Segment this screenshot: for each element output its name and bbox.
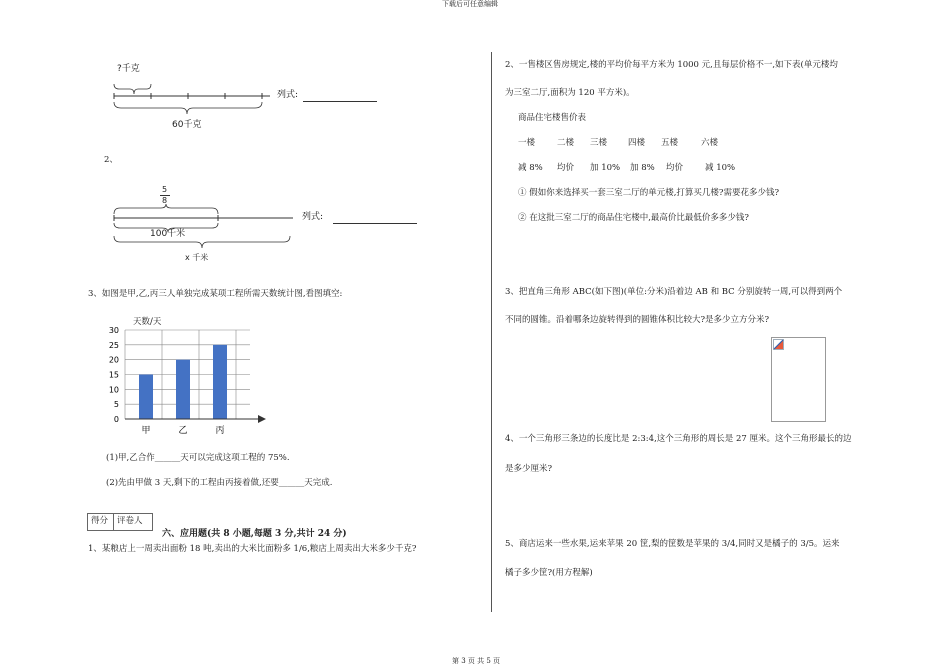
r-question-4-line1: 4、一个三角形三条边的长度比是 2:3:4,这个三角形的周长是 27 厘米。这个三角形最长的边 (505, 434, 852, 444)
floor-6: 六楼 (701, 138, 719, 148)
section-6-title: 六、应用题(共 8 小题,每题 3 分,共计 24 分) (162, 529, 347, 539)
bar-chart (100, 310, 270, 438)
r-question-3-line2: 不同的圆锥。沿着哪条边旋转得到的圆锥体积比较大?是多少立方分米? (505, 315, 770, 325)
question-2-number: 2、 (104, 155, 118, 165)
chart-y-tick-label: 30 (108, 326, 119, 335)
chart-x-tick-label: 乙 (178, 426, 188, 436)
chart-y-tick-label: 5 (113, 400, 119, 410)
r-question-5-line2: 橘子多少筐?(用方程解) (505, 568, 593, 578)
page-header: 下载后可任意编辑 (442, 0, 498, 8)
r-question-5-line1: 5、商店运来一些水果,运来苹果 20 筐,梨的筐数是苹果的 3/4,同时又是橘子的 3/5。运来 (505, 539, 840, 549)
score-label: 得分 (91, 516, 109, 526)
question-3-sub2: (2)先由甲做 3 天,剩下的工程由丙接着做,还要______天完成. (106, 478, 333, 488)
diagram2-100km-label: 100千米 (150, 229, 186, 239)
chart-x-axis-arrow (258, 415, 266, 423)
floor-1: 一楼 (518, 138, 536, 148)
price-table-title: 商品住宅楼售价表 (518, 113, 587, 123)
r-question-2-part-a: ① 假如你来选择买一套三室二厅的单元楼,打算买几楼?需要花多少钱? (518, 188, 780, 198)
question-3-sub1: (1)甲,乙合作______天可以完成这项工程的 75%. (106, 453, 290, 463)
floor-5: 五楼 (661, 138, 679, 148)
page-footer: 第 3 页 共 5 页 (452, 657, 501, 665)
chart-y-tick-label: 15 (108, 370, 119, 380)
price-3: 加 10% (590, 163, 621, 173)
score-box-divider (113, 513, 114, 530)
floor-3: 三楼 (590, 138, 608, 148)
column-divider (491, 52, 492, 612)
chart-x-tick-label: 丙 (215, 426, 225, 436)
r-question-2-line1: 2、一售楼区售房规定,楼的平均价每平方米为 1000 元,且每层价格不一,如下表(单元楼均 (505, 60, 838, 70)
price-5: 均价 (666, 163, 684, 173)
price-1: 减 8% (518, 163, 543, 173)
triangle-figure-image (773, 339, 784, 350)
chart-x-tick-label: 甲 (141, 426, 151, 436)
price-4: 加 8% (630, 163, 655, 173)
diagram1-formula-label: 列式: (277, 90, 299, 100)
chart-y-tick-label: 10 (108, 385, 119, 395)
segment-diagram-1 (105, 74, 270, 124)
price-2: 均价 (557, 163, 575, 173)
diagram2-fraction-denominator: 8 (162, 196, 168, 205)
segment-diagram-2 (108, 204, 293, 260)
price-6: 减 10% (705, 163, 736, 173)
reviewer-label: 评卷人 (117, 516, 143, 526)
floor-2: 二楼 (557, 138, 575, 148)
chart-bar-3 (213, 345, 227, 419)
diagram2-fraction-numerator: 5 (162, 185, 168, 194)
diagram1-formula-blank[interactable] (303, 101, 377, 102)
chart-y-tick-label: 25 (108, 340, 119, 350)
diagram2-x-km-label: x 千米 (185, 253, 209, 262)
r-question-2-line2: 为三室二厅,面积为 120 平方米)。 (505, 88, 635, 98)
diagram1-bottom-label: 60千克 (172, 120, 202, 130)
chart-bar-1 (139, 375, 153, 420)
diagram2-formula-label: 列式: (302, 212, 324, 222)
chart-y-tick-label: 20 (108, 355, 119, 365)
floor-4: 四楼 (628, 138, 646, 148)
application-question-1: 1、某粮店上一周卖出面粉 18 吨,卖出的大米比面粉多 1/6,粮店上周卖出大米多少千克? (88, 544, 417, 554)
diagram2-formula-blank[interactable] (333, 223, 417, 224)
diagram1-top-label: ?千克 (117, 64, 140, 74)
r-question-3-line1: 3、把直角三角形 ABC(如下图)(单位:分米)沿着边 AB 和 BC 分别旋转一周,可以得到两个 (505, 287, 843, 297)
question-3-text: 3、如图是甲,乙,丙三人单独完成某项工程所需天数统计图,看图填空: (88, 289, 343, 299)
r-question-4-line2: 是多少厘米? (505, 464, 553, 474)
chart-y-axis-label: 天数/天 (133, 317, 162, 327)
r-question-2-part-b: ② 在这批三室二厅的商品住宅楼中,最高价比最低价多多少钱? (518, 213, 749, 223)
chart-y-tick-label: 0 (113, 415, 119, 424)
chart-bar-2 (176, 360, 190, 419)
